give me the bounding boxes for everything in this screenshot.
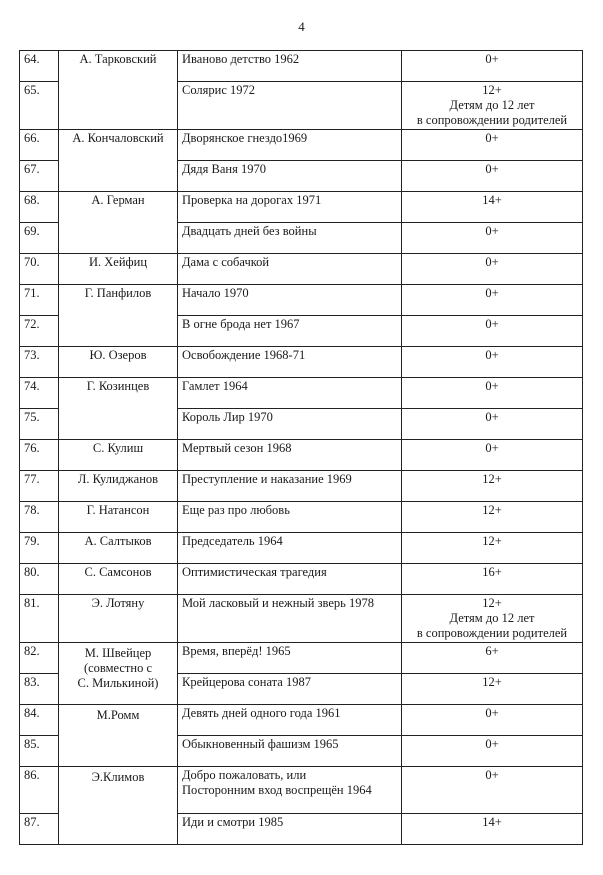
age-rating: 6+ [402,643,583,674]
film-title: Добро пожаловать, или [182,768,307,782]
film-title: Гамлет 1964 [178,378,402,409]
table-row [20,51,583,82]
film-title: В огне брода нет 1967 [178,316,402,347]
row-number: 79. [20,533,59,564]
film-title: Обыкновенный фашизм 1965 [178,736,402,767]
age-rating: 0+ [402,316,583,347]
film-title: Оптимистическая трагедия [178,564,402,595]
film-title: Мой ласковый и нежный зверь 1978 [178,595,402,643]
table-row [20,643,583,674]
age-rating: 12+ [402,533,583,564]
director-cell: Г. Козинцев [59,378,178,440]
director-cell [59,643,178,705]
table-row [20,192,583,223]
films-table [19,50,583,845]
film-title: Время, вперёд! 1965 [178,643,402,674]
age-rating: 0+ [402,130,583,161]
age-rating: 12+ [482,83,502,97]
director-cell: Л. Кулиджанов [59,471,178,502]
film-title: Крейцерова соната 1987 [178,674,402,705]
table-row [20,564,583,595]
director-cell: А. Салтыков [59,533,178,564]
film-title: Иваново детство 1962 [178,51,402,82]
table-row [20,254,583,285]
age-rating-cell [402,595,583,643]
director-cell: Г. Панфилов [59,285,178,347]
age-rating: 0+ [402,378,583,409]
film-title: Дядя Ваня 1970 [178,161,402,192]
row-number: 69. [20,223,59,254]
row-number: 84. [20,705,59,736]
film-title: Проверка на дорогах 1971 [178,192,402,223]
film-title: Еще раз про любовь [178,502,402,533]
film-title: Начало 1970 [178,285,402,316]
row-number: 85. [20,736,59,767]
age-rating: 0+ [402,767,583,814]
age-rating: 0+ [402,161,583,192]
table-row [20,347,583,378]
director-cell: А. Герман [59,192,178,254]
director-name: М. Швейцер [84,646,152,660]
table-row [20,502,583,533]
age-rating: 14+ [402,192,583,223]
age-rating: 0+ [402,285,583,316]
row-number: 82. [20,643,59,674]
film-title-continued: Посторонним вход воспрещён 1964 [182,783,372,797]
age-rating: 0+ [402,347,583,378]
row-number: 78. [20,502,59,533]
director-note: С. Милькиной) [77,676,159,690]
director-cell: И. Хейфиц [59,254,178,285]
director-cell: М.Ромм [59,705,178,767]
row-number: 70. [20,254,59,285]
age-rating-cell [402,82,583,130]
row-number: 71. [20,285,59,316]
age-rating: 0+ [402,736,583,767]
age-rating: 16+ [402,564,583,595]
age-rating: 0+ [402,409,583,440]
film-title-cell [178,767,402,814]
director-cell: Э.Климов [59,767,178,845]
row-number: 73. [20,347,59,378]
director-cell: А. Кончаловский [59,130,178,192]
row-number: 66. [20,130,59,161]
age-note: Детям до 12 лет [449,611,535,625]
director-cell: Ю. Озеров [59,347,178,378]
film-title: Король Лир 1970 [178,409,402,440]
row-number: 68. [20,192,59,223]
table-row [20,130,583,161]
table-row [20,471,583,502]
row-number: 67. [20,161,59,192]
director-cell: С. Кулиш [59,440,178,471]
age-rating: 12+ [482,596,502,610]
row-number: 65. [20,82,59,130]
row-number: 75. [20,409,59,440]
film-title: Дама с собачкой [178,254,402,285]
director-cell: Г. Натансон [59,502,178,533]
table-row [20,705,583,736]
age-rating: 0+ [402,705,583,736]
page-number: 4 [298,19,305,34]
age-rating: 14+ [402,814,583,845]
table-row [20,533,583,564]
director-cell: С. Самсонов [59,564,178,595]
row-number: 86. [20,767,59,814]
row-number: 80. [20,564,59,595]
director-note: (совместно с [83,661,153,675]
row-number: 81. [20,595,59,643]
age-rating: 0+ [402,223,583,254]
age-rating: 0+ [402,51,583,82]
film-title: Преступление и наказание 1969 [178,471,402,502]
film-title: Мертвый сезон 1968 [178,440,402,471]
director-cell: А. Тарковский [59,51,178,130]
age-rating: 12+ [402,471,583,502]
film-title: Дворянское гнездо1969 [178,130,402,161]
table-row [20,440,583,471]
age-note: в сопровождении родителей [416,626,568,640]
age-note: в сопровождении родителей [416,113,568,127]
row-number: 72. [20,316,59,347]
row-number: 87. [20,814,59,845]
table-row [20,285,583,316]
age-rating: 0+ [402,440,583,471]
film-title: Солярис 1972 [178,82,402,130]
row-number: 74. [20,378,59,409]
row-number: 83. [20,674,59,705]
director-cell: Э. Лотяну [59,595,178,643]
age-rating: 12+ [402,674,583,705]
film-title: Освобождение 1968-71 [178,347,402,378]
age-rating: 0+ [402,254,583,285]
table-row [20,767,583,814]
film-title: Иди и смотри 1985 [178,814,402,845]
age-rating: 12+ [402,502,583,533]
table-row [20,595,583,643]
table-row [20,378,583,409]
film-title: Двадцать дней без войны [178,223,402,254]
row-number: 77. [20,471,59,502]
film-title: Председатель 1964 [178,533,402,564]
age-note: Детям до 12 лет [449,98,535,112]
row-number: 76. [20,440,59,471]
film-title: Девять дней одного года 1961 [178,705,402,736]
row-number: 64. [20,51,59,82]
